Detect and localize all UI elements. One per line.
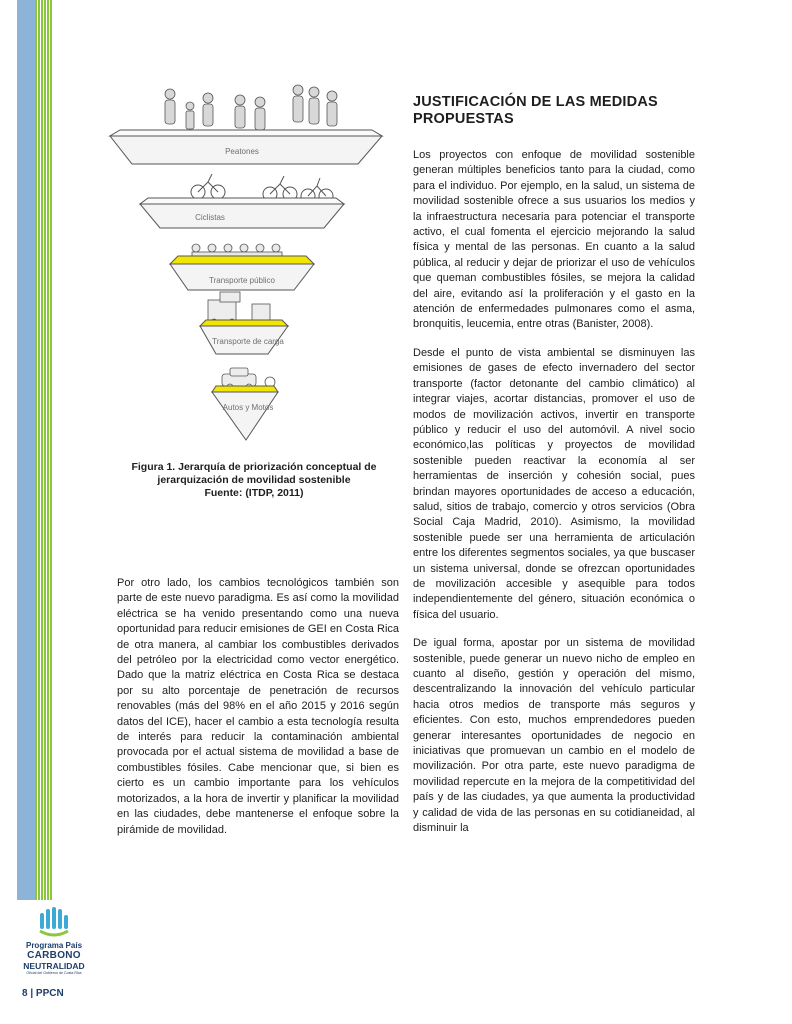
tier-autos-motos xyxy=(212,368,278,440)
tier-transporte-carga xyxy=(200,292,288,354)
ppcn-logo xyxy=(14,907,94,976)
caption-line-1: Figura 1. Jerarquía de priorización conceptual de xyxy=(131,461,377,473)
tier-label-transporte-carga: Transporte de carga xyxy=(212,337,284,346)
right-text-column xyxy=(413,148,695,849)
left-paragraph-1: Por otro lado, los cambios tecnológicos también son parte de este nuevo paradigma. Es así como la movilidad eléctrica se ha venido presentando como una nueva oportunidad para reducir emisiones de GEI en Costa Rica de otra manera, al cambiar los combustibles derivados del petróleo por la electricidad como vector energético. Dado que la matriz eléctrica en Costa Rica se destaca por su alto porcentaje de penetración de recursos renovables (más del 98% en el año 2015 y 2016 según datos del ICE), hacer el cambio a esta tecnología resulta de interés para reducir la contaminación ambiental provocada por el actual sistema de movilidad a base de combustibles fósiles. Cabe mencionar que, si bien es cierto es un cambio importante para los vehículos motorizados, a la hora de invertir y planificar la movilidad en las ciudades, debe mantenerse el enfoque sobre la pirámide de movilidad. xyxy=(117,577,399,836)
right-paragraph-2: Desde el punto de vista ambiental se disminuyen las emisiones de gases de efecto invernadero del sector transporte (factor detonante del cambio climático) al integrar viajes, acortar distancias, promover el uso de modos de movilización activos, invertir en transporte público y reducir el uso del automóvil. A nivel socio económico,las políticas y proyectos de movilidad sostenible pueden reactivar la economía al ser herramientas de inserción y cohesión social, pues brindan mayores oportunidades de acceso a educación, salud, sitios de trabajo, comercio y otros servicios (Obra Social Caja Madrid, 2010). Asimismo, la movilidad sostenible puede ser una herramienta de articulación entre los diferentes segmentos sociales, ya que buscaser un sistema universal, donde se ofrezcan oportunidades de movilización accesible y asequible para todos independientemente del género, situación económica o física del usuario. xyxy=(413,346,695,621)
left-green-stripe xyxy=(35,0,53,900)
tier-transporte-publico xyxy=(170,244,314,290)
mobility-pyramid-figure xyxy=(100,78,390,450)
hand-icon xyxy=(34,907,74,939)
pyramid-illustration xyxy=(100,78,390,450)
left-text-column xyxy=(117,576,399,851)
logo-line-4: Oficial del Gobierno de Costa Rica xyxy=(26,971,82,975)
right-paragraph-3: De igual forma, apostar por un sistema de movilidad sostenible, puede generar un nuevo nicho de empleo en cuanto al diseño, gestión y operación del mismo, descentralizando la innovación del vehículo particular hacia otros medios de transporte más seguros y eficientes. Con esto, muchos emprendedores pueden generar interesantes oportunidades de negocio en iniciativas que promuevan un cambio en el modelo de movilización. Por otra parte, este nuevo paradigma de movilidad repercute en la mejora de la competitividad del país y de las ciudades, ya que aumenta la productividad y calidad de vida de las personas en su cotidianeidad, al disminuir la xyxy=(413,637,695,835)
tier-label-ciclistas: Ciclistas xyxy=(195,213,225,222)
page-number: 8 | PPCN xyxy=(22,988,64,999)
logo-line-1: Programa País xyxy=(25,941,83,950)
tier-label-transporte-publico: Transporte público xyxy=(209,276,275,285)
tier-label-autos-motos: Autos y Motos xyxy=(222,403,274,412)
right-paragraph-1: Los proyectos con enfoque de movilidad sostenible generan múltiples beneficios tanto para la ciudad, como para el individuo. Por ejemplo, en la salud, un sistema de movilidad sostenible ofrece a sus usuarios los medios y la infraestructura necesaria para potenciar el transporte activo, el cual fomenta el ejercicio mejorando la salud física y mental de las personas. En cuanto a la salud pública, al reducir y dejar de priorizar el uso de vehículos que queman combustibles fósiles, se mejora la calidad del aire, evitando así la proliferación y el gasto en la atención de enfermedades pulmonares como el asma, bronquitis, leucemia, entre otras (Banister, 2008). xyxy=(413,149,695,331)
caption-line-2: jerarquización de movilidad sostenible xyxy=(157,474,351,486)
caption-line-3: Fuente: (ITDP, 2011) xyxy=(204,487,304,499)
left-blue-stripe xyxy=(17,0,35,900)
tier-label-peatones: Peatones xyxy=(225,147,259,156)
section-heading: JUSTIFICACIÓN DE LAS MEDIDAS PROPUESTAS xyxy=(413,94,658,127)
tier-ciclistas xyxy=(140,174,344,228)
pedestrians-icon xyxy=(165,85,337,130)
tier-peatones xyxy=(110,85,382,164)
figure-caption xyxy=(108,461,400,500)
logo-line-3: NEUTRALIDAD xyxy=(23,961,85,971)
logo-line-2: CARBONO xyxy=(27,950,81,961)
